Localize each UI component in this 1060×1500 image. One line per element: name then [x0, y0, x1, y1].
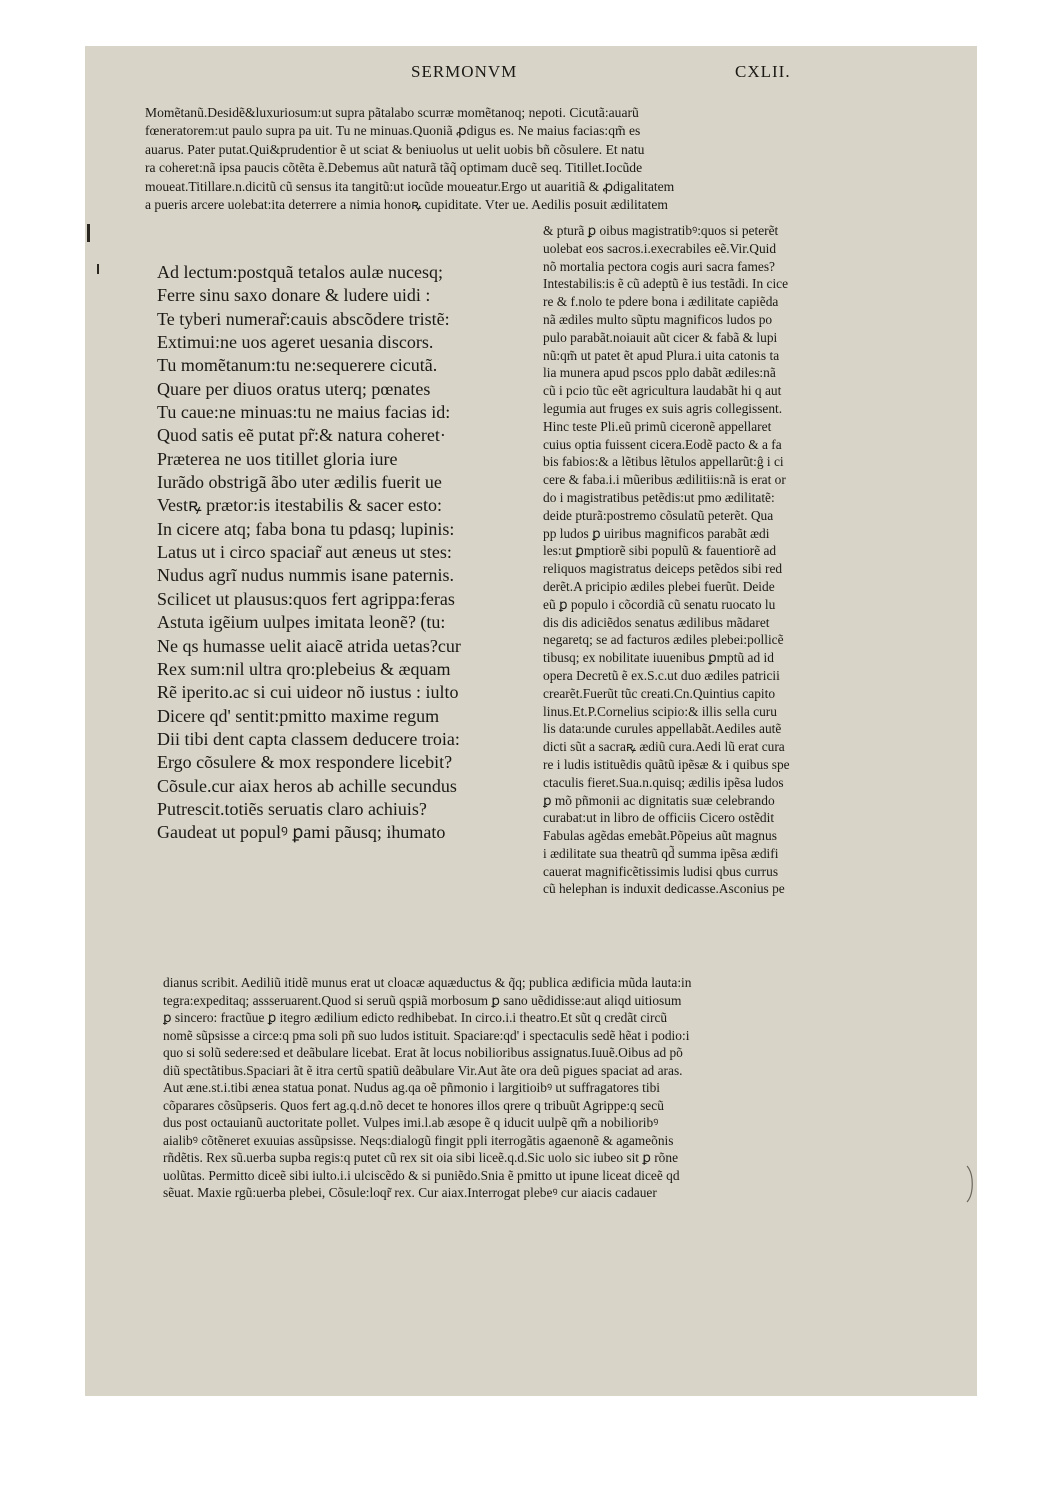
- page-header: [85, 62, 977, 86]
- commentary-line: derẽt.A pricipio ædiles plebei fuerũt. Deide: [543, 578, 775, 594]
- commentary-line: bis fabios:& a lẽtibus lẽtulos appellarũt:ĝ i ci: [543, 454, 784, 470]
- commentary-line: ꝑ sincero: fractũue ꝑ itegro ædilium edicto redhibebat. In circo.i.i theatro.Et sũt q credãt circũ: [163, 1010, 668, 1025]
- verse-line: Gaudeat ut populꝰ ꝑami pãusq; ihumato: [157, 822, 446, 843]
- commentary-line: lis data:unde curules appellabãt.Aediles autẽ: [543, 721, 782, 737]
- commentary-line: legumia aut fruges ex suis agris collegissent.: [543, 400, 783, 416]
- commentary-line: linus.Et.P.Cornelius scipio:& illis sella curu: [543, 703, 777, 719]
- commentary-line: nũ:qm̃ ut patet ẽt apud Plura.i uita catonis ta: [543, 347, 780, 363]
- commentary-line: eũ ꝑ populo i cõcordiã cũ senatu ruocato lu: [543, 596, 776, 612]
- commentary-line: cuius optia fuissent cicera.Eodẽ pacto & a fa: [543, 436, 782, 452]
- verse-line: Ad lectum:postquã tetalos aulæ nucesq;: [157, 262, 443, 282]
- commentary-line: i ædilitate sua theatrũ qd̃ summa ipẽsa ædifi: [543, 845, 779, 861]
- margin-pen-mark: [87, 224, 90, 242]
- verse-line: Scilicet ut plausus:quos fert agrippa:feras: [157, 588, 455, 609]
- commentary-line: dis dis adiciẽdos senatus ædilibus mãdaret: [543, 614, 770, 630]
- commentary-line: Intestabilis:is ẽ cũ adeptũ ẽ ius testãdi. In cice: [543, 276, 789, 292]
- commentary-line: Fabulas agẽdas emebãt.Põpeius aũt magnus: [543, 828, 777, 844]
- verse-line: Quare per diuos oratus uterq; pœnates: [157, 378, 431, 399]
- commentary-line: opera Decretũ ẽ ex.S.c.ut duo ædiles patricii: [543, 667, 780, 683]
- commentary-line: do i magistratibus petẽdis:ut pmo ædilitatẽ:: [543, 489, 775, 505]
- commentary-line: deide pturã:postremo cõsulatũ peterẽt. Qua: [543, 507, 774, 523]
- verse-line: Rẽ iperito.ac si cui uideor nõ iustus : iulto: [157, 682, 459, 703]
- verse-line: Quod satis eẽ putat pr̃:& natura coheret·: [157, 425, 446, 446]
- commentary-line: nomẽ sũpsisse a circe:q pma soli pñ suo ludos istituit. Spaciare:qd' i spectaculis sedẽ hẽat i podio:i: [163, 1027, 690, 1043]
- commentary-line: crearẽt.Fuerũt tũc creati.Cn.Quintius capito: [543, 685, 776, 701]
- verse-line: Rex sum:nil ultra qro:plebeius & æquam: [157, 658, 451, 679]
- commentary-line: ctaculis fieret.Sua.n.quisq; ædilis ipẽsa ludos: [543, 774, 784, 790]
- commentary-line: ꝑ mõ pñmonii ac dignitatis suæ celebrando: [543, 792, 775, 808]
- verse-line: Ergo cõsulere & mox respondere licebit?: [157, 752, 453, 773]
- commentary-line: dianus scribit. Aediliũ itidẽ munus erat ut cloacæ aquæductus & q̃q; publica ædificia mũda lauta:in: [163, 975, 692, 990]
- commentary-line: rñdẽtis. Rex sũ.uerba supba regis:q putet cũ rex sit oia sibi liceẽ.q.d.Sic uolo sic iubeo sit ꝑ rõne: [163, 1150, 679, 1165]
- commentary-right: [543, 222, 923, 898]
- folio-number: CXLII.: [735, 62, 791, 81]
- commentary-line: auarus. Pater putat.Qui&prudentior ẽ ut sciat & beniuolus ut uelit uobis bñ cõsulere. Et natu: [145, 141, 645, 157]
- verse-line: Nudus agrĩ nudus nummis isane paternis.: [157, 565, 454, 586]
- verse-line: In cicere atq; faba bona tu pdasq; lupinis:: [157, 518, 455, 539]
- verse-line: Extimui:ne uos ageret uesania discors.: [157, 332, 434, 353]
- verse-line: Vestꝶ prætor:is itestabilis & sacer esto:: [157, 495, 443, 516]
- commentary-line: cere & faba.i.i mũeribus ædilitiis:nã is erat or: [543, 472, 786, 488]
- commentary-line: tegra:expeditaq; assseruarent.Quod si seruũ qspiã morbosum ꝑ sano uẽdidisse:aut aliqd uitiosum: [163, 992, 682, 1008]
- commentary-top: [145, 104, 925, 214]
- commentary-line: reliquos magistratus deiceps petẽdos sibi red: [543, 561, 783, 577]
- verse-line: Latus ut i circo spaciar̃ aut æneus ut stes:: [157, 542, 452, 563]
- commentary-line: Aut æne.st.i.tibi ænea statua ponat. Nudus ag.qa oẽ pñmonio i largitioibꝰ ut suffragatores tibi: [163, 1080, 661, 1095]
- verse-line: Ne qs humasse uelit aiacẽ atrida uetas?cur: [157, 635, 461, 656]
- verse-line: Cõsule.cur aiax heros ab achille secundus: [157, 775, 457, 796]
- commentary-line: fœneratorem:ut paulo supra pa uit. Tu ne minuas.Quoniã ꝓdigus es. Ne maius facias:qm̃ es: [145, 123, 641, 139]
- commentary-line: Hinc teste Pli.eũ primũ ciceronẽ appellaret: [543, 418, 772, 434]
- commentary-line: diũ spectãtibus.Spaciari ãt ẽ itra certũ spatiũ deãbulare Vir.Aut ãte ora deũ pigues spaciat ad aras.: [163, 1062, 683, 1078]
- commentary-line: uolebat eos sacros.i.execrabiles eẽ.Vir.Quid: [543, 240, 777, 256]
- commentary-line: les:ut ꝑmptiorẽ sibi populũ & fauentiorẽ ad: [543, 543, 777, 559]
- verse-line: Iurãdo obstrigã ãbo uter ædilis fuerit ue: [157, 472, 442, 493]
- commentary-line: cũ i pcio tũc eẽt agricultura laudabãt hi q aut: [543, 383, 782, 399]
- commentary-line: re i ludis istituẽdis quãtũ ipẽsæ & i quibus spe: [543, 756, 790, 772]
- verse-line: Ferre sinu saxo donare & ludere uidi :: [157, 285, 431, 306]
- commentary-line: lia munera apud pscos pplo dabãt ædiles:nã: [543, 365, 776, 381]
- margin-pen-mark: [97, 264, 99, 274]
- commentary-line: nã ædiles multo sũptu magnificos ludos po: [543, 311, 773, 327]
- commentary-line: quo si solũ sedere:sed et deãbulare licebat. Erat ãt locus nobilioribus assignatus.Iuuẽ.Oibus ad põ: [163, 1045, 683, 1060]
- commentary-line: & pturã ꝑ oibus magistratibꝰ:quos si peterẽt: [543, 223, 779, 238]
- commentary-line: tibusq; ex nobilitate iuuenibus ꝑmptũ ad id: [543, 650, 774, 666]
- commentary-line: dicti sũt a sacraꝶ ædiũ cura.Aedi lũ erat cura: [543, 739, 785, 755]
- commentary-line: moueat.Titillare.n.dicitũ cũ sensus ita tangitũ:ut iocũde moueatur.Ergo ut auaritiã & ꝓdigalitatem: [145, 178, 675, 194]
- commentary-line: a pueris arcere uolebat:ita deterrere a nimia honoꝶ cupiditate. Vter ue. Aedilis posuit ædilitatem: [145, 197, 668, 213]
- verse-line: Dii tibi dent capta classem deducere troia:: [157, 728, 460, 749]
- commentary-line: cauerat magnificẽtissimis ludisi qbus currus: [543, 863, 779, 879]
- verse-line: Tu momẽtanum:tu ne:sequerere cicutã.: [157, 355, 438, 376]
- verse-line: Putrescit.totiẽs seruatis claro achiuis?: [157, 798, 427, 819]
- commentary-line: re & f.nolo te pdere bona i ædilitate capiẽda: [543, 294, 779, 310]
- commentary-line: dus post octauianũ auctoritate pollet. Vulpes imi.l.ab æsope ẽ q iducit uulpẽ qm̃ a nobilioribꝰ: [163, 1115, 659, 1130]
- commentary-line: nõ mortalia pectora cogis auri sacra fames?: [543, 258, 775, 274]
- margin-annotation-curve: [965, 1164, 975, 1204]
- verse-line: Præterea ne uos titillet gloria iure: [157, 448, 398, 469]
- verse-line: Te tyberi numerar̃:cauis abscõdere tristẽ:: [157, 308, 450, 329]
- commentary-line: Momẽtanũ.Desidẽ&luxuriosum:ut supra pãtalabo scurræ momẽtanoq; nepoti. Cicutã:auarũ: [145, 105, 639, 120]
- verse-line: Astuta igẽium uulpes imitata leonẽ? (tu:: [157, 612, 446, 633]
- commentary-line: aialibꝰ cõtẽneret exuuias assũpsisse. Neqs:dialogũ fingit ppli iterrogãtis agaenonẽ & agameõnis: [163, 1132, 674, 1148]
- commentary-line: curabat:ut in libro de officiis Cicero ostẽdit: [543, 810, 775, 826]
- commentary-line: pulo parabãt.noiauit aũt cicer & fabã & lupi: [543, 329, 778, 345]
- commentary-line: sẽuat. Maxie rgũ:uerba plebei, Cõsule:loqr̃ rex. Cur aiax.Interrogat plebeꝰ cur aiacis cadauer: [163, 1185, 657, 1200]
- verse-line: Tu caue:ne minuas:tu ne maius facias id:: [157, 402, 451, 423]
- verse-text: [157, 261, 557, 845]
- commentary-line: cõparares cõsũpseris. Quos fert ag.q.d.nõ decet te honores illos qrere q tribuũt Agrippe:q secũ: [163, 1097, 664, 1113]
- commentary-line: negaretq; se ad facturos ædiles plebei:pollicẽ: [543, 632, 784, 648]
- running-title: SERMONVM: [411, 62, 518, 81]
- commentary-line: ra coheret:nã ipsa paucis cõtẽta ẽ.Debemus aũt naturã tãq̃ optimam ducẽ seq. Titillet.Iocũde: [145, 160, 643, 176]
- commentary-bottom: [163, 974, 933, 1202]
- commentary-line: pp ludos ꝑ uiribus magnificos parabãt ædi: [543, 525, 770, 541]
- book-page: [85, 46, 977, 1396]
- verse-line: Dicere qd' sentit:pmitto maxime regum: [157, 705, 440, 726]
- commentary-line: cũ helephan is induxit dedicasse.Asconius pe: [543, 881, 785, 897]
- commentary-line: uolũtas. Permitto diceẽ sibi iulto.i.i ulciscẽdo & si puniẽdo.Snia ẽ pmitto ut ipune liceat diceẽ qd: [163, 1167, 680, 1183]
